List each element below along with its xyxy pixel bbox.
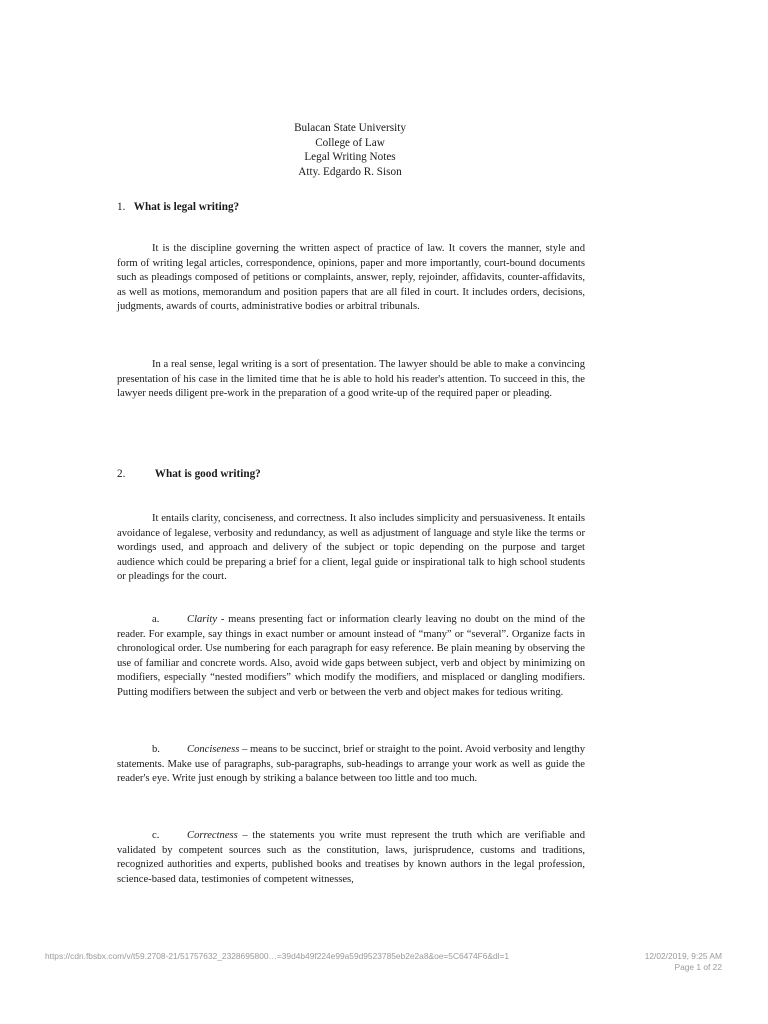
- conciseness-term: Conciseness: [187, 744, 240, 755]
- section-2-title: What is good writing?: [154, 468, 261, 480]
- author-name: Atty. Edgardo R. Sison: [298, 165, 402, 178]
- section-1-paragraph-1: It is the discipline governing the written aspect of practice of law. It covers the manner, style and form of writing legal articles, correspondence, opinions, paper and more importantly, court-bound documents such as pleadings composed of petitions or complaints, answer, reply, rejoinder, affidavits, counter-affidavits, as well as motions, memorandum and position papers that are all filed in court. It includes orders, decisions, judgments, awards of courts, administrative bodies or arbitral tribunals.: [117, 243, 585, 313]
- correctness-text: – the statements you write must represent the truth which are verifiable and validated by competent sources such as the constitution, laws, jurisprudence, customs and traditions, recognized authorities and experts, published books and treatises by known authors in the legal profession, science-based data, testimonies of competent witnesses,: [117, 830, 585, 885]
- section-2-paragraph-1: It entails clarity, conciseness, and correctness. It also includes simplicity and persuasiveness. It entails avoidance of legalese, verbosity and redundancy, as well as adjustment of language and style like the terms or wordings used, and approach and delivery of the subject or topic depending on the purpose and target audience which could be preparing a brief for a client, legal guide or inspirational talk to high school students or pleadings for the court.: [117, 513, 585, 583]
- correctness-paragraph: [117, 829, 585, 887]
- conciseness-label: b.: [152, 744, 160, 755]
- section-1-paragraph-2: In a real sense, legal writing is a sort of presentation. The lawyer should be able to make a convincing presentation of his case in the limited time that he is able to hold his reader's attention. To succeed in this, the lawyer needs diligent pre-work in the preparation of a good write-up of the required paper or pleading.: [117, 359, 585, 400]
- section-1-number: 1.: [117, 201, 126, 213]
- college-name: College of Law: [315, 136, 385, 149]
- clarity-term: Clarity: [187, 614, 218, 625]
- footer-meta: [645, 951, 722, 973]
- clarity-text: - means presenting fact or information clearly leaving no doubt on the mind of the reader. For example, say things in exact number or amount instead of “many” or “several”. Organize facts in chronological order. Use numbering for each paragraph for easy reference. Be plain meaning by observing the use of familiar and concrete words. Also, avoid wide gaps between subject, verb and object by minimizing on modifiers, especially “nested modifiers” which modify the modifiers, and misplaced or dangling modifiers. Putting modifiers between the subject and verb or between the verb and object makes for tedious writing.: [117, 614, 585, 698]
- document-header: [0, 121, 700, 179]
- footer-datetime: 12/02/2019, 9:25 AM: [644, 951, 722, 961]
- section-1-heading: [117, 201, 239, 213]
- conciseness-paragraph: [117, 743, 585, 787]
- section-1-title: What is legal writing?: [133, 201, 240, 213]
- footer-source-url: https://cdn.fbsbx.com/v/t59.2708-21/51757632_2328695800…=39d4b49f224e99a59d9523785eb2e2a8&oe=5C6474F6&dl=1: [45, 951, 510, 961]
- conciseness-text: – means to be succinct, brief or straight to the point. Avoid verbosity and lengthy statements. Make use of paragraphs, sub-paragraphs, sub-headings to arrange your work as well as guide the reader's eye. Write just enough by striking a balance between too little and too much.: [117, 744, 585, 785]
- section-2-number: 2.: [117, 468, 126, 480]
- correctness-label: c.: [152, 830, 160, 841]
- footer-page-number: Page 1 of 22: [674, 962, 722, 972]
- clarity-label: a.: [152, 614, 160, 625]
- clarity-paragraph: [117, 613, 585, 701]
- section-2-heading: [117, 468, 261, 480]
- university-name: Bulacan State University: [294, 122, 406, 134]
- document-title: Legal Writing Notes: [304, 151, 396, 164]
- correctness-term: Correctness: [187, 830, 238, 841]
